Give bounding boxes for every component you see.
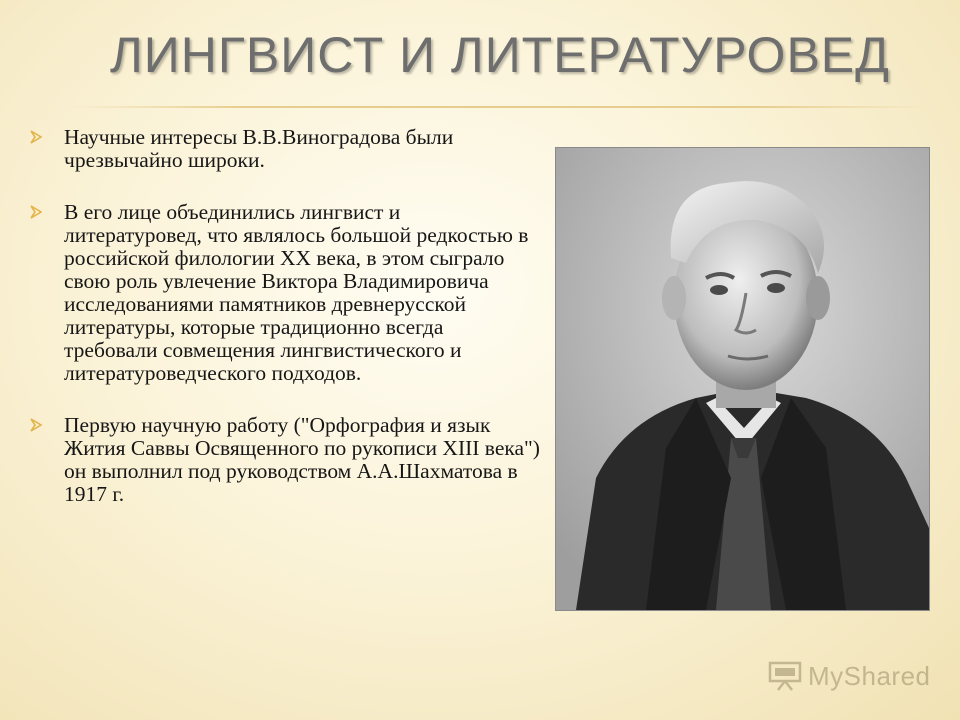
bullet-text: Первую научную работу ("Орфография и язык Жития Саввы Освященного по рукописи XIII века") он выполнил под руководством А.А.Шахматова в 1917 г. <box>64 413 540 506</box>
portrait-photo <box>556 148 929 610</box>
watermark <box>768 656 931 696</box>
bullet-list <box>30 126 540 535</box>
slide-title: ЛИНГВИСТ И ЛИТЕРАТУРОВЕД <box>109 27 891 83</box>
watermark-text: MyShared <box>808 660 931 691</box>
title-divider <box>70 106 930 108</box>
projector-screen-icon <box>768 661 802 691</box>
arrow-bullet-icon <box>30 205 42 219</box>
arrow-bullet-icon <box>30 418 42 432</box>
bullet-text: В его лице объединились лингвист и литературовед, что являлось большой редкостью в российской филологии XX века, в этом сыграло свою роль увлечение Виктора Владимировича исследованиями памятников древнерусской литературы, которые традиционно всегда требовали совмещения лингвистического и литературоведческого подходов. <box>64 200 529 385</box>
arrow-bullet-icon <box>30 130 42 144</box>
portrait-illustration <box>556 148 929 610</box>
bullet-item <box>30 126 540 172</box>
bullet-text: Научные интересы В.В.Виноградова были чрезвычайно широки. <box>64 125 454 172</box>
bullet-item <box>30 201 540 385</box>
bullet-item <box>30 414 540 506</box>
